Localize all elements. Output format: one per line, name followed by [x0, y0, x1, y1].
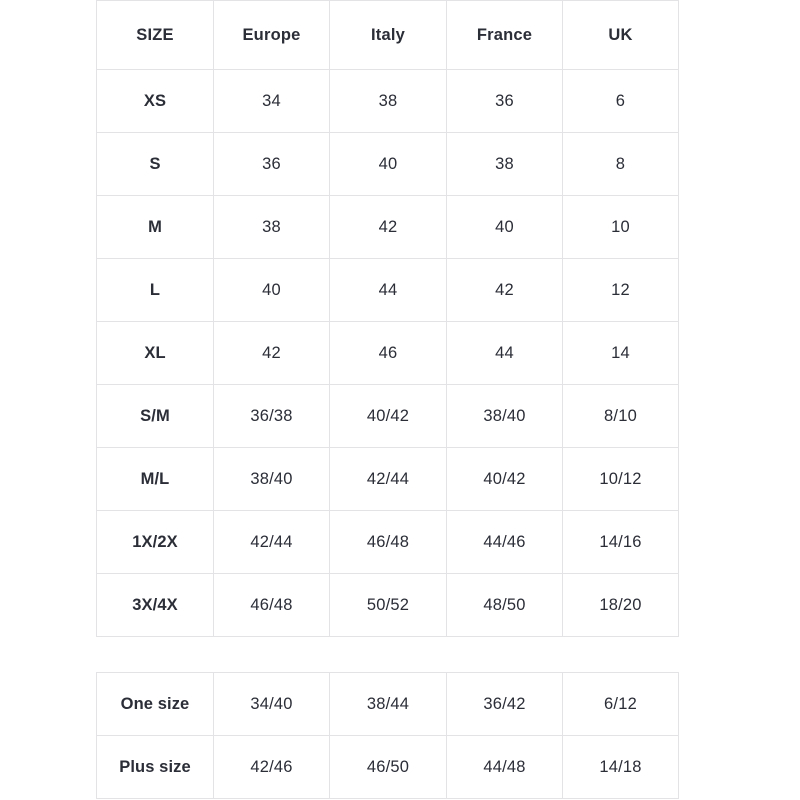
- column-header-europe: Europe: [214, 1, 330, 70]
- cell-italy: 44: [330, 259, 447, 322]
- row-label: M: [97, 196, 214, 259]
- column-header-size: SIZE: [97, 1, 214, 70]
- cell-europe: 34: [214, 70, 330, 133]
- tables-container: [96, 0, 678, 799]
- cell-europe: 42/44: [214, 511, 330, 574]
- cell-uk: 8/10: [563, 385, 679, 448]
- table-row: [97, 133, 679, 196]
- cell-france: 44/46: [447, 511, 563, 574]
- column-header-italy: Italy: [330, 1, 447, 70]
- cell-europe: 42/46: [214, 736, 330, 799]
- cell-uk: 10/12: [563, 448, 679, 511]
- cell-italy: 42/44: [330, 448, 447, 511]
- cell-france: 38/40: [447, 385, 563, 448]
- row-label: 3X/4X: [97, 574, 214, 637]
- table-row: [97, 70, 679, 133]
- special-sizes-table: [96, 672, 679, 799]
- table-spacer: [96, 637, 678, 672]
- cell-france: 38: [447, 133, 563, 196]
- row-label: L: [97, 259, 214, 322]
- cell-italy: 40: [330, 133, 447, 196]
- row-label: 1X/2X: [97, 511, 214, 574]
- cell-europe: 38: [214, 196, 330, 259]
- table-row: [97, 673, 679, 736]
- column-header-uk: UK: [563, 1, 679, 70]
- cell-italy: 38/44: [330, 673, 447, 736]
- cell-uk: 6: [563, 70, 679, 133]
- table-header-row: [97, 1, 679, 70]
- cell-italy: 38: [330, 70, 447, 133]
- cell-europe: 36: [214, 133, 330, 196]
- cell-europe: 46/48: [214, 574, 330, 637]
- table-row: [97, 574, 679, 637]
- table-row: [97, 259, 679, 322]
- table-row: [97, 448, 679, 511]
- row-label: Plus size: [97, 736, 214, 799]
- cell-europe: 40: [214, 259, 330, 322]
- row-label: S/M: [97, 385, 214, 448]
- cell-uk: 12: [563, 259, 679, 322]
- size-conversion-table: [96, 0, 679, 637]
- cell-italy: 50/52: [330, 574, 447, 637]
- cell-france: 40/42: [447, 448, 563, 511]
- cell-italy: 46/50: [330, 736, 447, 799]
- cell-italy: 46: [330, 322, 447, 385]
- cell-uk: 14: [563, 322, 679, 385]
- cell-france: 48/50: [447, 574, 563, 637]
- column-header-france: France: [447, 1, 563, 70]
- cell-italy: 46/48: [330, 511, 447, 574]
- cell-europe: 38/40: [214, 448, 330, 511]
- cell-europe: 36/38: [214, 385, 330, 448]
- table-row: [97, 511, 679, 574]
- cell-uk: 18/20: [563, 574, 679, 637]
- cell-uk: 10: [563, 196, 679, 259]
- row-label: One size: [97, 673, 214, 736]
- cell-france: 42: [447, 259, 563, 322]
- cell-uk: 8: [563, 133, 679, 196]
- cell-uk: 6/12: [563, 673, 679, 736]
- table-row: [97, 196, 679, 259]
- row-label: S: [97, 133, 214, 196]
- table-row: [97, 736, 679, 799]
- cell-uk: 14/18: [563, 736, 679, 799]
- cell-europe: 34/40: [214, 673, 330, 736]
- cell-italy: 42: [330, 196, 447, 259]
- cell-europe: 42: [214, 322, 330, 385]
- cell-uk: 14/16: [563, 511, 679, 574]
- cell-france: 44/48: [447, 736, 563, 799]
- cell-france: 44: [447, 322, 563, 385]
- table-row: [97, 385, 679, 448]
- cell-france: 40: [447, 196, 563, 259]
- table-row: [97, 322, 679, 385]
- row-label: M/L: [97, 448, 214, 511]
- cell-italy: 40/42: [330, 385, 447, 448]
- row-label: XL: [97, 322, 214, 385]
- cell-france: 36: [447, 70, 563, 133]
- row-label: XS: [97, 70, 214, 133]
- cell-france: 36/42: [447, 673, 563, 736]
